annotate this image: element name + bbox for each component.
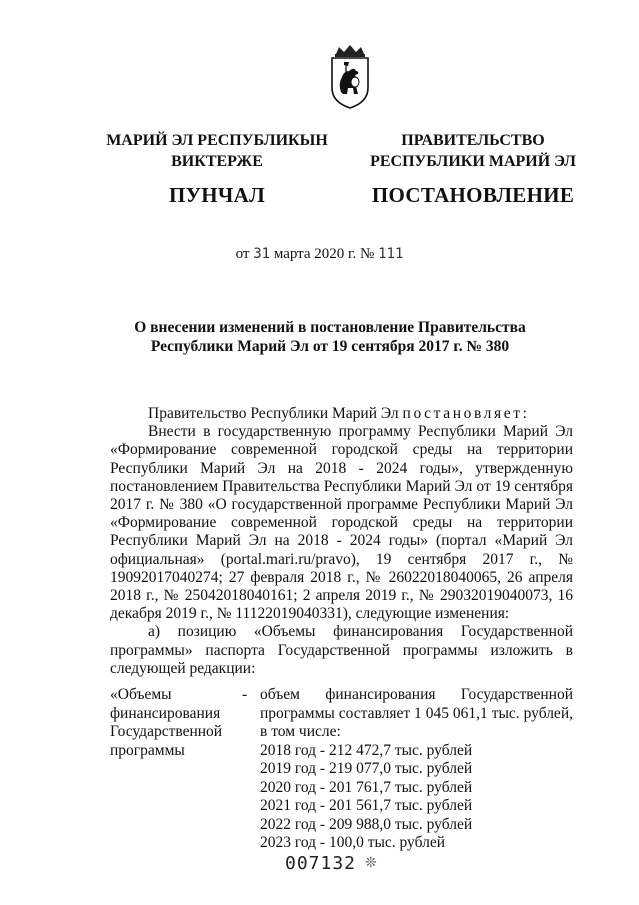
- financing-dash: -: [242, 686, 248, 703]
- year-line: 2023 год - 100,0 тыс. рублей: [260, 834, 446, 851]
- date-day: 31: [253, 246, 271, 262]
- financing-intro: объем финансирования Государственной программы составляет 1 045 061,1 тыс. рублей, в том числе:: [260, 686, 573, 740]
- header-right-line2: РЕСПУБЛИКИ МАРИЙ ЭЛ: [370, 153, 576, 170]
- date-month-year: марта 2020 г. №: [273, 246, 375, 262]
- year-line: 2022 год - 209 988,0 тыс. рублей: [260, 815, 473, 833]
- header-left-line2: ВИКТЕРЖЕ: [171, 153, 263, 170]
- header-right-line1: ПРАВИТЕЛЬСТВО: [401, 132, 545, 149]
- intro-prefix: Правительство Республики Марий Эл: [148, 405, 399, 422]
- year-line: 2020 год - 201 761,7 тыс. рублей: [260, 778, 473, 796]
- financing-label-line: Государственной: [110, 723, 223, 740]
- header-left-title: ПУНЧАЛ: [168, 183, 266, 207]
- header-right: [358, 130, 588, 208]
- date-prefix: от: [235, 246, 250, 262]
- financing-values: [260, 686, 573, 853]
- year-line: 2019 год - 219 077,0 тыс. рублей: [260, 760, 473, 777]
- paragraph-1: Внести в государственную программу Республики Марий Эл «Формирование современной городской среды на территории Республики Марий Эл на 2018 - 2024 годы», утвержденную постановлением Правительства Республики Марий Эл от 19 сентября 2017 г. № 380 «О государственной программе Республики Марий Эл «Формирование современной городской среды на территории Республики Марий Эл на 2018 - 2024 годы» (портал «Марий Эл официальная» (portal.mari.ru/pravo), 19 сентября 2017 г., № 19092017040274; 27 февраля 2018 г., № 26022018040065, 26 апреля 2018 г., № 25042018040161; 2 апреля 2019 г., № 29032019040073, 16 декабря 2019 г., № 11122019040331), следующие изменения:: [110, 423, 573, 623]
- date-line: [0, 246, 639, 263]
- footer-mark: ❊: [365, 856, 377, 871]
- resolution-title: [100, 318, 560, 356]
- document-number: 111: [378, 246, 404, 262]
- footer-doc-number: 007132: [285, 853, 357, 874]
- year-line: 2018 год - 212 472,7 тыс. рублей: [260, 741, 473, 759]
- intro-paragraph: [110, 405, 573, 423]
- document-body: [110, 405, 573, 678]
- header-right-title: ПОСТАНОВЛЕНИЕ: [371, 183, 575, 207]
- header-left-line1: МАРИЙ ЭЛ РЕСПУБЛИКЫН: [106, 132, 328, 149]
- financing-label-line: программы: [110, 741, 185, 759]
- coat-of-arms-emblem: [325, 44, 375, 110]
- intro-spaced: постановляет:: [402, 405, 530, 422]
- title-line1: О внесении изменений в постановление Правительства: [134, 319, 526, 336]
- financing-label-line: «Объемы: [110, 686, 172, 703]
- paragraph-2: а) позицию «Объемы финансирования Государственной программы» паспорта Государственной программы изложить в следующей редакции:: [110, 623, 573, 677]
- financing-label-line: финансирования: [110, 704, 221, 722]
- financing-label: [110, 686, 235, 760]
- title-line2: Республики Марий Эл от 19 сентября 2017 г. № 380: [150, 338, 510, 355]
- year-line: 2021 год - 201 561,7 тыс. рублей: [260, 797, 473, 814]
- header-left: [92, 130, 342, 208]
